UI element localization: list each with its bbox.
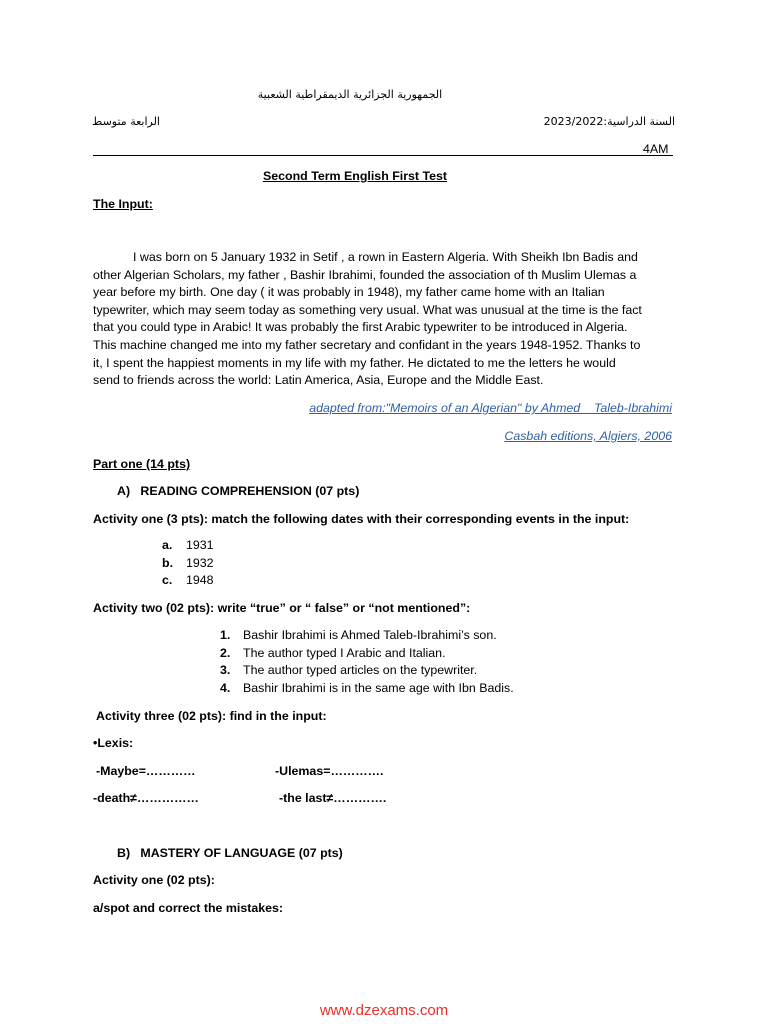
- source-citation[interactable]: adapted from:"Memoirs of an Algerian" by Ahmed Taleb-Ibrahimi: [309, 401, 672, 415]
- lexis-ulemas: -Ulemas=………….: [275, 764, 384, 778]
- footer-watermark[interactable]: www.dzexams.com: [319, 1002, 449, 1019]
- list-item: a. 1931: [162, 538, 214, 552]
- list-item: 3. The author typed articles on the typewriter.: [220, 663, 478, 677]
- spot-correct-label: a/spot and correct the mistakes:: [93, 901, 284, 915]
- passage-line: other Algerian Scholars, my father , Bashir Ibrahimi, founded the association of th Muslim Ulemas a: [93, 267, 637, 282]
- passage-line: This machine changed me into my father secretary and confidant in the years 1948-1952. Thanks to: [93, 337, 641, 352]
- lexis-label: •Lexis:: [93, 736, 134, 750]
- test-title: Second Term English First Test: [263, 169, 448, 183]
- activity-one-list: [162, 537, 214, 590]
- section-a-heading: A) READING COMPREHENSION (07 pts): [117, 484, 360, 498]
- mastery-activity-one-label: Activity one (02 pts):: [93, 873, 215, 887]
- activity-three-label: Activity three (02 pts): find in the input:: [96, 709, 327, 723]
- list-item: 2. The author typed I Arabic and Italian.: [220, 645, 446, 660]
- passage-line: year before my birth. One day ( it was probably in 1948), my father came home with an Italian: [93, 285, 605, 300]
- passage-line: I was born on 5 January 1932 in Setif , a rown in Eastern Algeria. With Sheikh Ibn Badis and: [133, 250, 638, 264]
- activity-two-list: [220, 627, 514, 697]
- passage-line: send to friends across the world: Latin America, Asia, Europe and the Middle East.: [93, 373, 544, 388]
- reading-passage: [93, 249, 678, 390]
- passage-line: typewriter, which may seem today as something very usual. What was unusual at the time is the fact: [93, 302, 642, 317]
- activity-two-label: Activity two (02 pts): write “true” or “ false” or “not mentioned”:: [93, 601, 471, 615]
- activity-one-label: Activity one (3 pts): match the following dates with their corresponding events in the input:: [93, 512, 630, 526]
- school-year: السنة الدراسية:2023/2022: [543, 115, 675, 128]
- list-item: 1. Bashir Ibrahimi is Ahmed Taleb-Ibrahimi’s son.: [220, 628, 497, 642]
- level-arabic: الرابعة متوسط: [92, 115, 160, 128]
- lexis-death: -death≠……………: [93, 791, 199, 805]
- section-b-heading: B) MASTERY OF LANGUAGE (07 pts): [117, 846, 343, 860]
- input-heading: The Input:: [93, 197, 153, 211]
- header-rule: [93, 155, 673, 156]
- passage-line: that you could type in Arabic! It was probably the first Arabic typewriter to be introduced in Algeria.: [93, 320, 628, 335]
- lexis-maybe: -Maybe=…………: [96, 764, 196, 778]
- lexis-the-last: -the last≠………….: [279, 791, 387, 805]
- list-item: 4. Bashir Ibrahimi is in the same age with Ibn Badis.: [220, 680, 514, 695]
- republic-header: الجمهورية الجزائرية الديمقراطية الشعبية: [257, 88, 443, 101]
- passage-line: it, I spent the happiest moments in my life with my father. He dictated to me the letters he would: [93, 355, 616, 370]
- source-publisher[interactable]: Casbah editions, Algiers, 2006: [504, 429, 672, 443]
- list-item: b. 1932: [162, 555, 214, 570]
- part-one-heading: Part one (14 pts): [93, 457, 191, 471]
- class-level: 4AM: [643, 142, 669, 156]
- list-item: c. 1948: [162, 573, 214, 587]
